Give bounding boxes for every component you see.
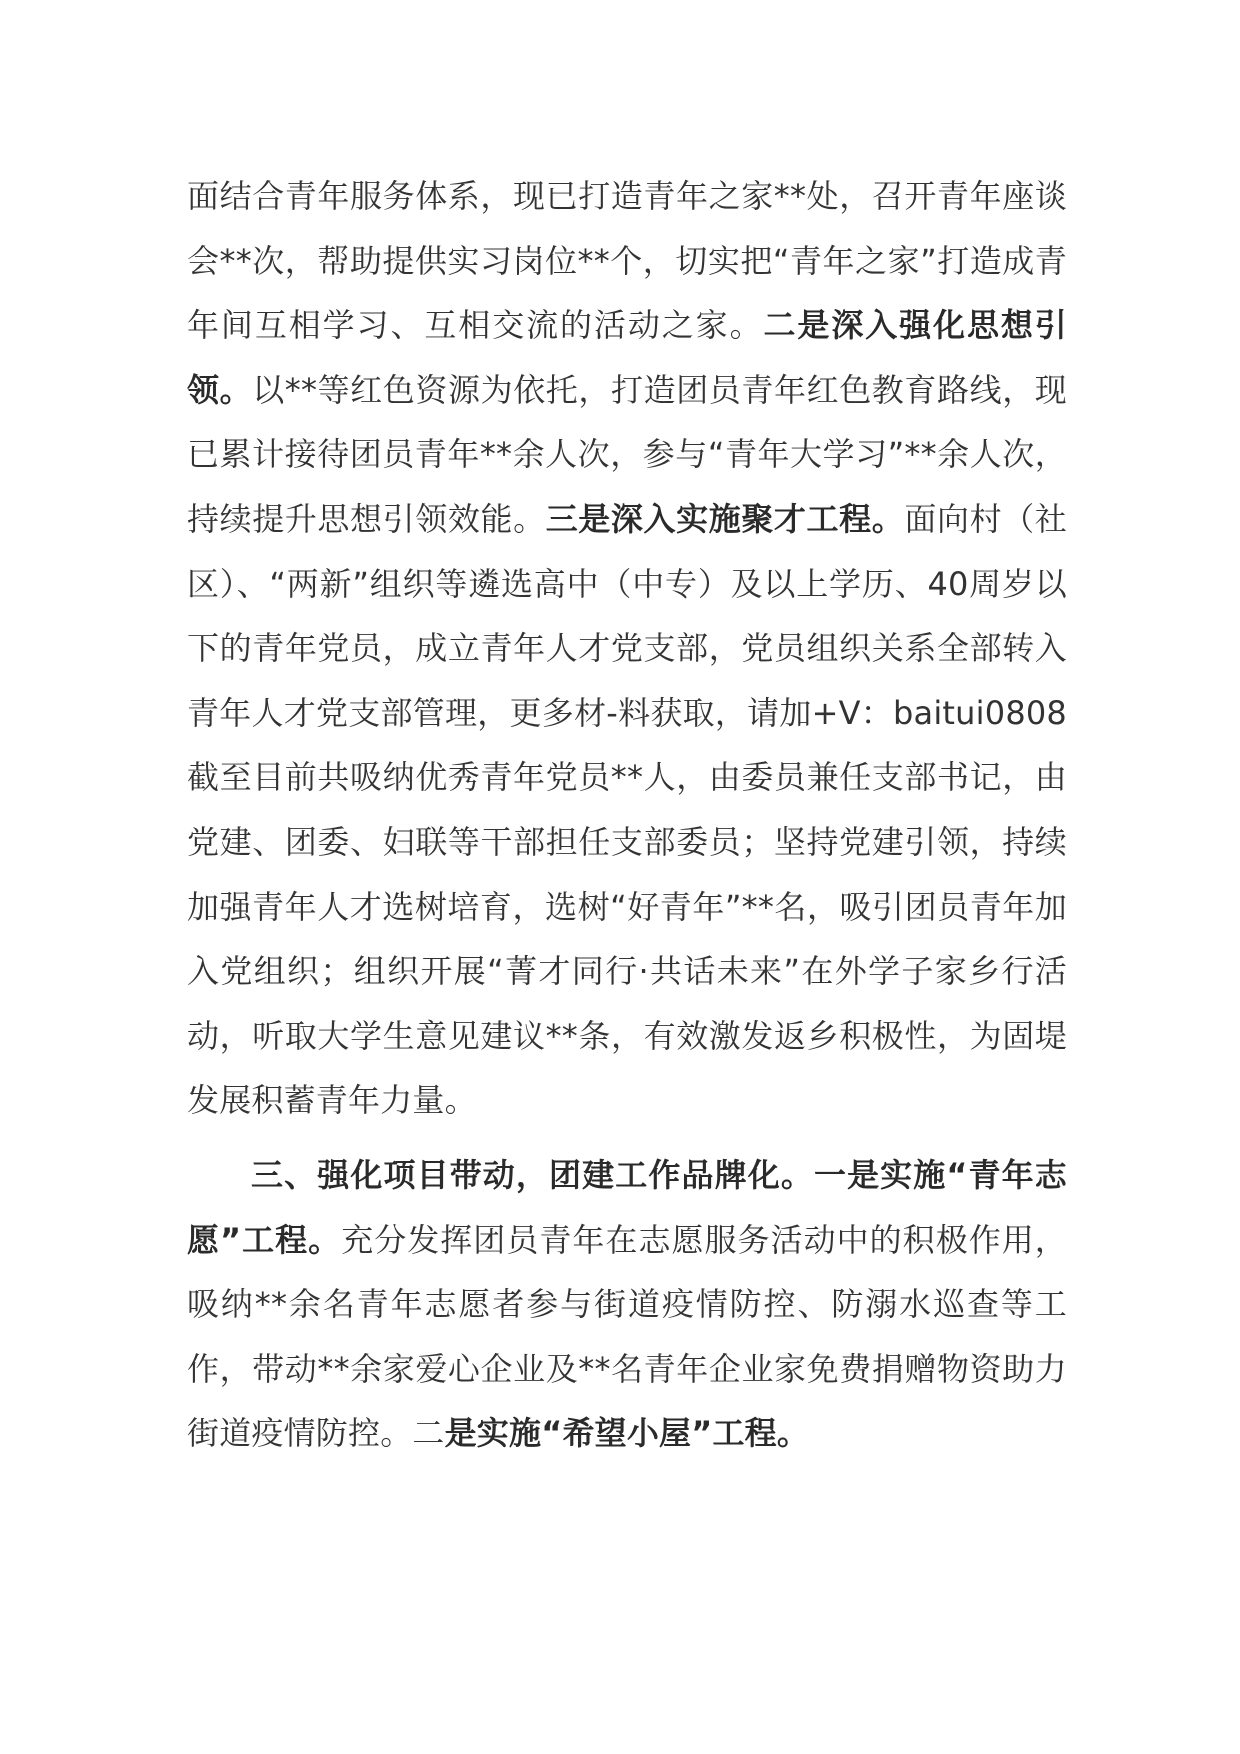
paragraph-1-text-3: 以**等红色资源为依托，打造团员青年红色教育路线，现已累计接待团员青年**余人次，参与“青年大学习”**余人次，持续提升思想引领效能。 <box>187 370 1067 538</box>
paragraph-1-text-5: 面向村（社区）、“两新”组织等遴选高中（中专）及以上学历、40周岁以下的青年党员，成立青年人才党支部，党员组织关系全部转入青年人才党支部管理，更多材-料获取，请加+V：baitui0808 截至目前共吸纳优秀青年党员**人，由委员兼任支部书记，由党建、团委、妇联等干部担任支部委员；坚持党建引领，持续加强青年人才选树培育，选树“好青年”**名，吸引团员青年加入党组织；组织开展“菁才同行·共话未来”在外学子家乡行活动，听取大学生意见建议**条，有效激发返乡积极性，为固堤发展积蓄青年力量。 <box>187 499 1068 1120</box>
paragraph-2-bold-heading-3: 是实施“希望小屋”工程。 <box>444 1414 810 1453</box>
paragraph-1 <box>187 164 1067 1133</box>
paragraph-2 <box>187 1143 1067 1466</box>
document-body <box>187 164 1067 1466</box>
paragraph-1-text-1: 面结合青年服务体系，现已打造青年之家**处，召开青年座谈会**次，帮助提供实习岗位**个，切实把“青年之家”打造成青年间互相学习、互相交流的活动之家。 <box>187 177 1067 345</box>
paragraph-1-bold-heading-2: 二是深入强化思想引领。 <box>187 306 1067 409</box>
paragraph-2-bold-heading-1: 三、强化项目带动，团建工作品牌化。一是实施“青年志愿”工程。 <box>187 1155 1067 1259</box>
paragraph-2-text-2: 充分发挥团员青年在志愿服务活动中的积极作用，吸纳**余名青年志愿者参与街道疫情防控、防溺水巡查等工作，带动**余家爱心企业及**名青年企业家免费捐赠物资助力街道疫情防控。二 <box>187 1220 1067 1453</box>
paragraph-1-bold-heading-3: 三是深入实施聚才工程。 <box>545 499 905 538</box>
